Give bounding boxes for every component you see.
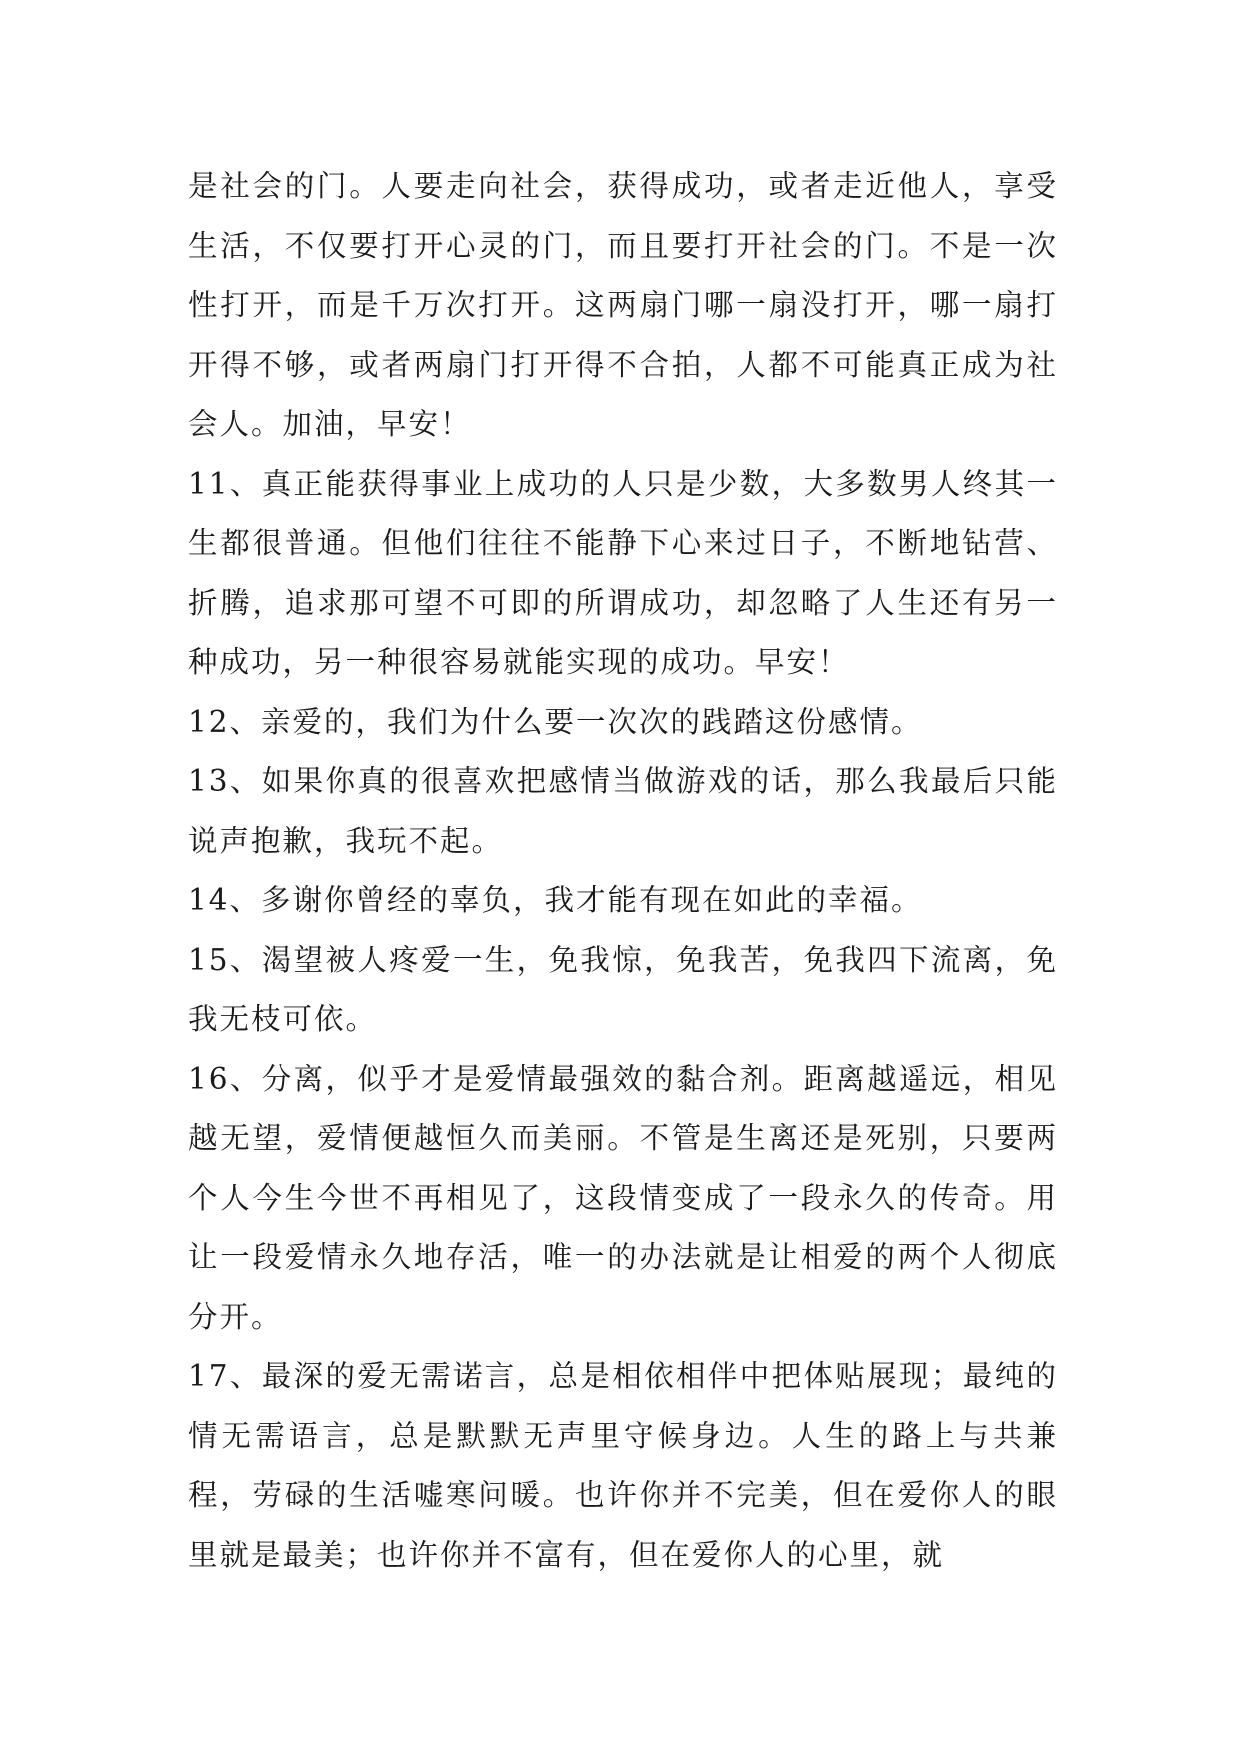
paragraph-item-15: 15、渴望被人疼爱一生，免我惊，免我苦，免我四下流离，免我无枝可依。 — [188, 942, 1058, 1036]
paragraph-item-14: 14、多谢你曾经的辜负，我才能有现在如此的幸福。 — [188, 883, 923, 917]
paragraph-item-17: 17、最深的爱无需诺言，总是相依相伴中把体贴展现；最纯的情无需语言，总是默默无声里守候身边。人生的路上与共兼程，劳碌的生活嘘寒问暖。也许你并不完美，但在爱你人的眼里就是最美；也许你并不富有，但在爱你人的心里，就 — [188, 1359, 1058, 1572]
paragraph-item-12: 12、亲爱的，我们为什么要一次次的践踏这份感情。 — [188, 704, 923, 739]
paragraph-item-16: 16、分离，似乎才是爱情最强效的黏合剂。距离越遥远，相见越无望，爱情便越恒久而美丽。不管是生离还是死别，只要两个人今生今世不再相见了，这段情变成了一段永久的传奇。用让一段爱情永久地存活，唯一的办法就是让相爱的两个人彻底分开。 — [188, 1061, 1058, 1334]
paragraph-item-11: 11、真正能获得事业上成功的人只是少数，大多数男人终其一生都很普通。但他们往往不能静下心来过日子，不断地钻营、折腾，追求那可望不可即的所谓成功，却忽略了人生还有另一种成功，另一种很容易就能实现的成功。早安！ — [188, 466, 1058, 679]
document-body — [188, 157, 1058, 1585]
paragraph-item-13: 13、如果你真的很喜欢把感情当做游戏的话，那么我最后只能说声抱歉，我玩不起。 — [188, 764, 1058, 858]
paragraph-continued: 是社会的门。人要走向社会，获得成功，或者走近他人，享受生活，不仅要打开心灵的门，而且要打开社会的门。不是一次性打开，而是千万次打开。这两扇门哪一扇没打开，哪一扇打开得不够，或者两扇门打开得不合拍，人都不可能真正成为社会人。加油，早安！ — [188, 169, 1058, 441]
